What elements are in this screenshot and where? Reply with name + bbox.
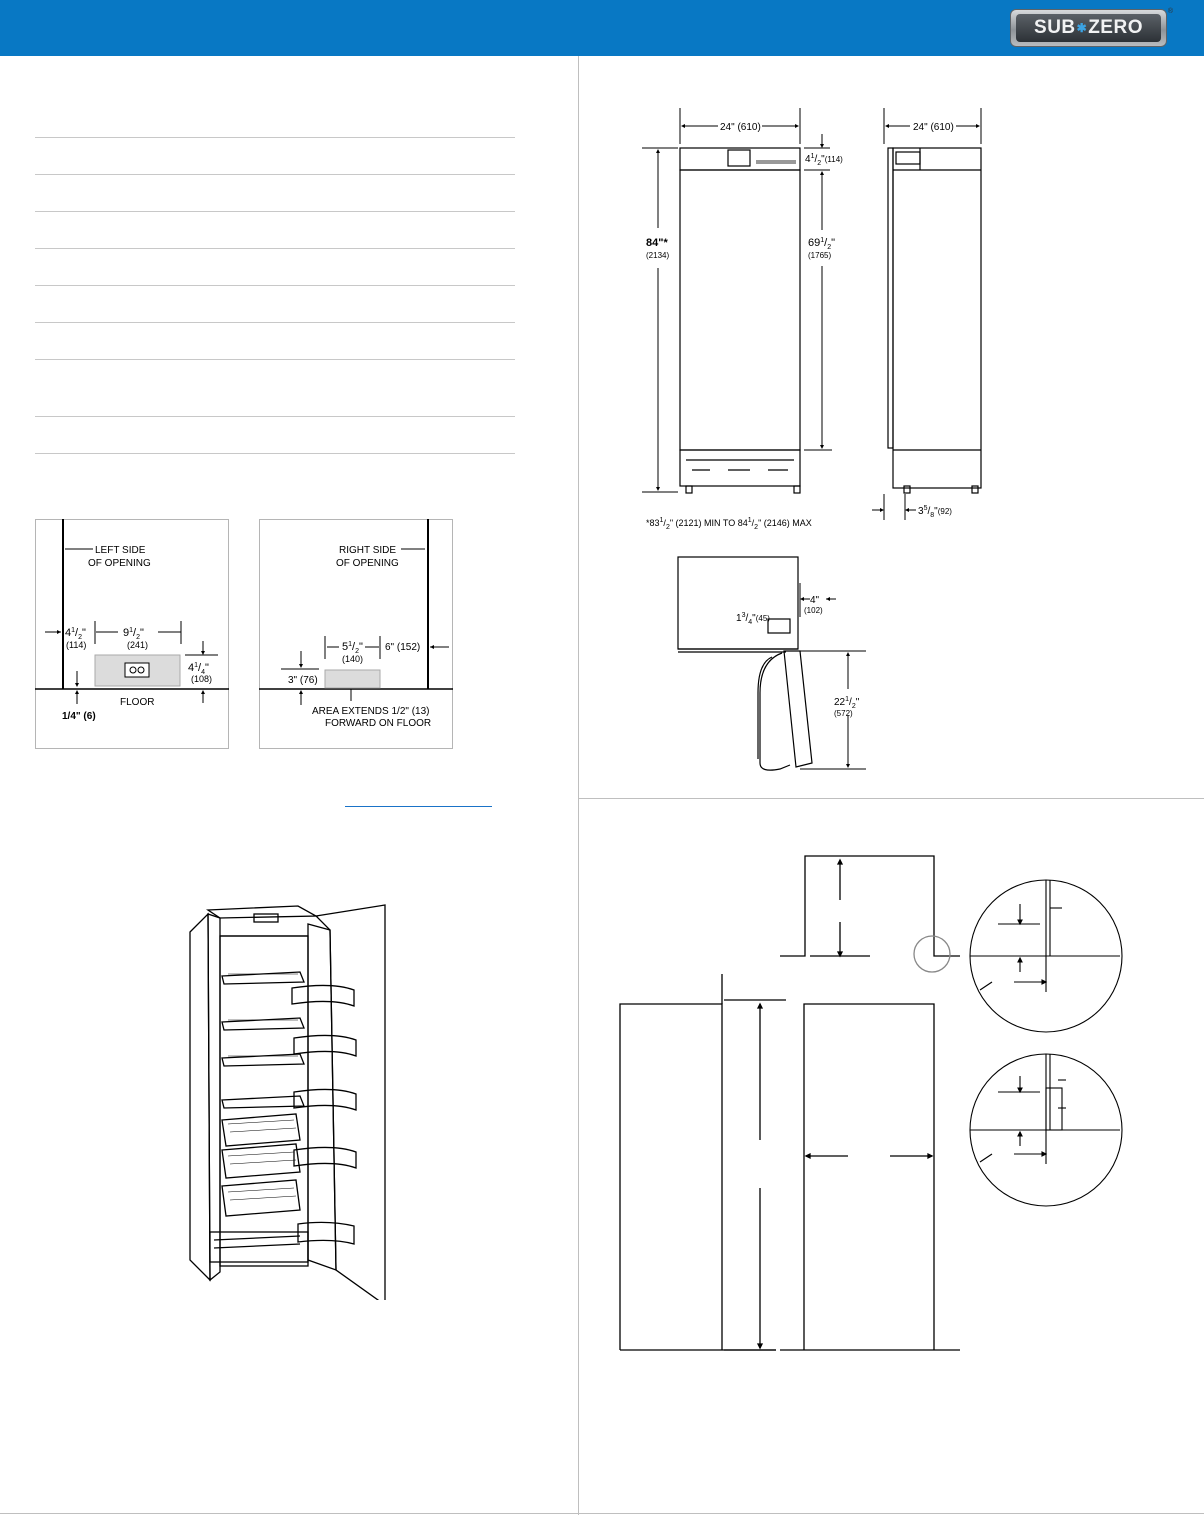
forward-on-floor-note: FORWARD ON FLOOR xyxy=(325,718,432,729)
section-divider xyxy=(579,798,1204,799)
clearance-dim-mm: (102) xyxy=(804,606,823,615)
area-extends-note: AREA EXTENDS 1/2" (13) xyxy=(312,706,430,717)
side-width-dim: 24" (610) xyxy=(913,122,954,133)
outlet-width-dim-mm: (241) xyxy=(127,640,149,650)
open-refrigerator-illustration xyxy=(180,900,390,1300)
hyperlink-underline[interactable] xyxy=(345,806,492,807)
right-side-label: RIGHT SIDE xyxy=(339,545,397,556)
left-side-label: LEFT SIDE xyxy=(95,545,146,556)
right-width-dim: $5^1/_2$" xyxy=(342,641,363,655)
left-opening-label: OF OPENING xyxy=(88,558,151,569)
page-bottom-rule xyxy=(0,1513,1204,1514)
side-elevation-diagram xyxy=(860,100,1000,520)
height-range-note: $*83^1/_2$" (2121) MIN TO $84^1/_2$" (2146) MAX xyxy=(646,517,812,531)
outlet-height-dim-mm: (108) xyxy=(191,674,213,684)
logo-text: SUB ✱ ZERO xyxy=(1016,14,1161,42)
left-side-dim-mm: (114) xyxy=(66,640,87,650)
door-height-dim-mm: (1765) xyxy=(808,251,832,260)
sub-zero-logo xyxy=(1010,8,1173,47)
outlet-icon xyxy=(125,663,149,677)
trademark-icon: ® xyxy=(1167,8,1173,15)
spec-row-rule xyxy=(35,453,515,454)
spec-row-rule xyxy=(35,211,515,212)
hinge-offset-dim: $1^3/_4"(45)$ xyxy=(736,612,770,626)
door-swing-diagram xyxy=(676,553,876,775)
left-side-dim: $4^1/_2$" xyxy=(65,627,86,641)
spec-row-rule xyxy=(35,359,515,360)
overall-height-dim-mm: (2134) xyxy=(646,251,670,260)
spec-row-rule xyxy=(35,285,515,286)
grille-dim: $4^1/_2"(114)$ xyxy=(805,153,843,167)
floor-dim: 1/4" (6) xyxy=(62,711,96,722)
right-outlet-diagram xyxy=(259,519,453,749)
door-height-dim: $69^1/_2$" xyxy=(808,237,836,251)
front-elevation-diagram xyxy=(600,100,870,540)
snowflake-icon: ✱ xyxy=(1076,21,1088,35)
spec-row-rule xyxy=(35,416,515,417)
outlet-height-dim: $4^1/_4$" xyxy=(188,662,209,676)
spec-row-rule xyxy=(35,248,515,249)
spec-row-rule xyxy=(35,137,515,138)
right-side-dim: 6" (152) xyxy=(385,642,421,653)
column-divider xyxy=(578,56,579,1515)
depth-offset-dim: $3^5/_8"(92)$ xyxy=(918,505,952,519)
swing-depth-dim-mm: (572) xyxy=(834,709,853,718)
left-outlet-diagram xyxy=(35,519,229,749)
installation-opening-diagram xyxy=(600,840,1160,1360)
right-width-dim-mm: (140) xyxy=(342,654,364,664)
clearance-dim: 4" xyxy=(810,595,820,606)
right-opening-label: OF OPENING xyxy=(336,558,399,569)
swing-depth-dim: $22^1/_2$" xyxy=(834,696,860,710)
front-width-dim: 24" (610) xyxy=(720,122,761,133)
spec-row-rule xyxy=(35,322,515,323)
right-height-dim: 3" (76) xyxy=(288,675,318,686)
spec-row-rule xyxy=(35,174,515,175)
overall-height-dim: 84"* xyxy=(646,237,668,249)
outlet-width-dim: $9^1/_2$" xyxy=(123,627,144,641)
floor-label: FLOOR xyxy=(120,697,155,708)
